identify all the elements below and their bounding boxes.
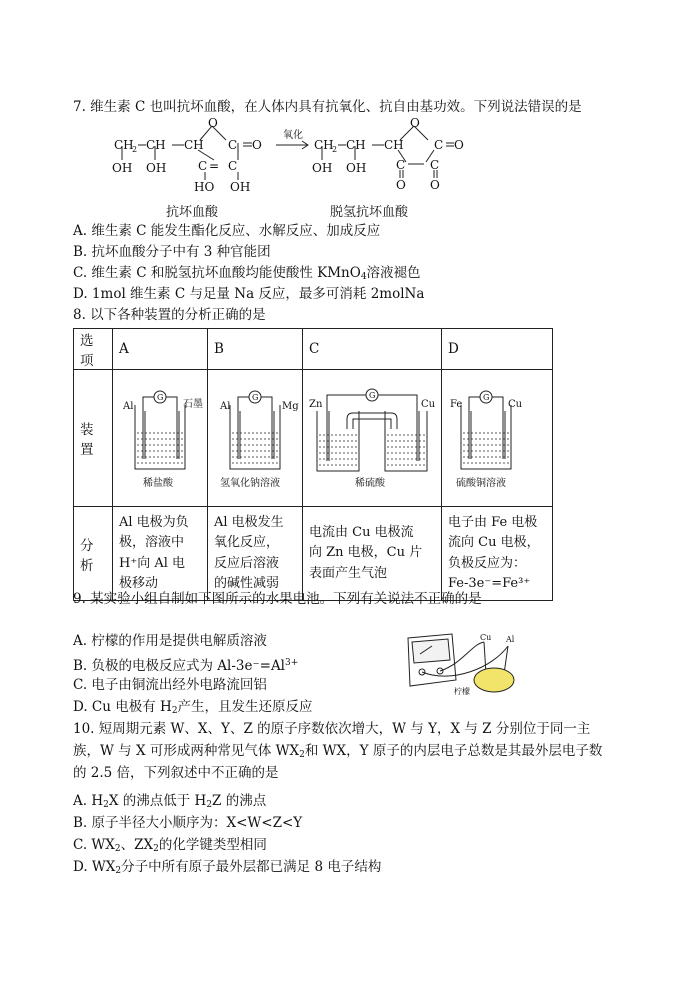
svg-text:CH: CH (184, 138, 204, 152)
svg-text:稀盐酸: 稀盐酸 (143, 478, 173, 489)
svg-text:O: O (208, 118, 218, 130)
table-row-device (74, 370, 553, 507)
analysis-b: Al 电极发生 氧化反应， 反应后溶液 的碱性减弱 (208, 507, 303, 601)
row-label-device: 装置 (74, 370, 113, 507)
svg-text:稀硫酸: 稀硫酸 (355, 478, 385, 489)
svg-text:OH: OH (312, 161, 333, 175)
svg-text:2: 2 (132, 145, 138, 154)
table-row-analysis (74, 507, 553, 601)
device-d-cell (442, 370, 553, 507)
svg-text:Cu: Cu (508, 399, 523, 410)
header-cell: C (303, 329, 442, 370)
header-cell: D (442, 329, 553, 370)
q10-option-b: B. 原子半径大小顺序为：X<W<Z<Y (73, 815, 303, 831)
svg-text:CH: CH (114, 138, 134, 152)
svg-text:=: = (209, 159, 220, 173)
q10-option-a: A. $H_2X$ 的沸点低于 $H_2Z$ 的沸点 (73, 793, 267, 810)
device-table (73, 328, 553, 601)
svg-text:Al: Al (506, 635, 515, 644)
svg-text:柠檬: 柠檬 (454, 687, 470, 696)
svg-text:O: O (396, 178, 406, 192)
svg-text:Fe: Fe (450, 399, 463, 410)
arrow-label: 氧化 (283, 130, 303, 141)
svg-text:Mg: Mg (282, 401, 299, 412)
svg-text:O: O (410, 118, 420, 130)
q9-option-a: A. 柠檬的作用是提供电解质溶液 (73, 633, 267, 649)
q8-stem: 8. 以下各种装置的分析正确的是 (73, 307, 266, 323)
ascorbic-acid-label: 抗坏血酸 (166, 205, 219, 218)
header-cell: A (113, 329, 208, 370)
svg-text:硫酸铜溶液: 硫酸铜溶液 (456, 478, 506, 489)
svg-text:CH: CH (314, 138, 334, 152)
svg-text:CH: CH (346, 138, 366, 152)
q10-option-d: D. $WX_2$分子中所有原子最外层都已满足 8 电子结构 (73, 859, 382, 876)
row-label-analysis: 分析 (74, 507, 113, 601)
analysis-c: 电流由 Cu 电极流 向 Zn 电极，Cu 片 表面产生气泡 (303, 507, 442, 601)
q9-option-d: D. Cu 电极有 $H_2$产生，且发生还原反应 (73, 699, 313, 716)
svg-text:Al: Al (123, 401, 134, 412)
q10-stem: 10. 短周期元素 W、X、Y、Z 的原子序数依次增大，W 与 Y，X 与 Z 分别位于同一主 族，W 与 X 可形成两种常见气体 $WX_2$和 WX，Y 原子的内层电子总数是其最外层电子数 的 2.5 倍，下列叙述中不正确的是 (73, 721, 603, 781)
q7-option-a: A. 维生素 C 能发生酯化反应、水解反应、加成反应 (73, 223, 381, 239)
svg-text:HO: HO (194, 180, 215, 194)
device-a-diagram (113, 371, 207, 501)
svg-text:CH: CH (384, 138, 404, 152)
svg-text:2: 2 (332, 145, 338, 154)
header-cell: 选项 (74, 329, 113, 370)
device-a-cell (113, 370, 208, 507)
svg-text:G: G (157, 393, 164, 402)
svg-text:Cu: Cu (421, 399, 436, 410)
analysis-a: Al 电极为负 极，溶液中 H⁺向 Al 电 极移动 (113, 507, 208, 601)
q7-option-c: C. 维生素 C 和脱氢抗坏血酸均能使酸性 KMnO$_4$溶液褪色 (73, 265, 421, 282)
q10-option-c: C. $WX_2$、$ZX_2$的化学键类型相同 (73, 837, 267, 854)
lemon-battery-figure (402, 624, 532, 698)
device-c-cell (303, 370, 442, 507)
svg-text:Zn: Zn (309, 399, 323, 410)
header-cell: B (208, 329, 303, 370)
q9-stem: 9. 某实验小组自制如下图所示的水果电池。下列有关说法不正确的是 (73, 591, 482, 607)
svg-text:G: G (252, 393, 259, 402)
device-c-diagram (303, 371, 441, 501)
svg-text:OH: OH (230, 180, 251, 194)
svg-text:CH: CH (146, 138, 166, 152)
analysis-d: 电子由 Fe 电极 流向 Cu 电极， 负极反应为： Fe-3e⁻=Fe³⁺ (442, 507, 553, 601)
dehydroascorbic-acid-label: 脱氢抗坏血酸 (330, 205, 409, 218)
device-d-diagram (442, 371, 552, 501)
svg-text:O: O (430, 178, 440, 192)
svg-text:氢氧化钠溶液: 氢氧化钠溶液 (220, 478, 280, 489)
svg-text:石墨: 石墨 (183, 399, 203, 410)
svg-text:G: G (369, 391, 376, 400)
q7-option-b: B. 抗坏血酸分子中有 3 种官能团 (73, 244, 271, 260)
q9-option-b: B. 负极的电极反应式为 $Al-3e^-=Al^{3+}$ (73, 658, 299, 674)
svg-text:OH: OH (112, 161, 133, 175)
svg-text:Al: Al (220, 401, 231, 412)
svg-text:OH: OH (346, 161, 367, 175)
q9-option-c: C. 电子由铜流出经外电路流回铝 (73, 677, 267, 693)
q7-stem: 7. 维生素 C 也叫抗坏血酸，在人体内具有抗氧化、抗自由基功效。下列说法错误的是 (73, 99, 582, 115)
svg-text:O: O (454, 138, 464, 152)
device-b-cell (208, 370, 303, 507)
q7-option-d: D. 1mol 维生素 C 与足量 Na 反应，最多可消耗 2molNa (73, 286, 425, 302)
device-b-diagram (208, 371, 302, 501)
table-header-row (74, 329, 553, 370)
svg-text:Cu: Cu (480, 633, 492, 642)
svg-text:C: C (396, 158, 406, 172)
svg-text:C: C (198, 159, 208, 173)
svg-text:C: C (434, 138, 444, 152)
svg-text:G: G (483, 393, 490, 402)
svg-text:C: C (430, 158, 440, 172)
svg-text:C: C (228, 159, 238, 173)
svg-text:O: O (252, 138, 262, 152)
vitamin-c-oxidation-structures (100, 118, 490, 218)
svg-text:C: C (228, 138, 238, 152)
svg-text:OH: OH (146, 161, 167, 175)
